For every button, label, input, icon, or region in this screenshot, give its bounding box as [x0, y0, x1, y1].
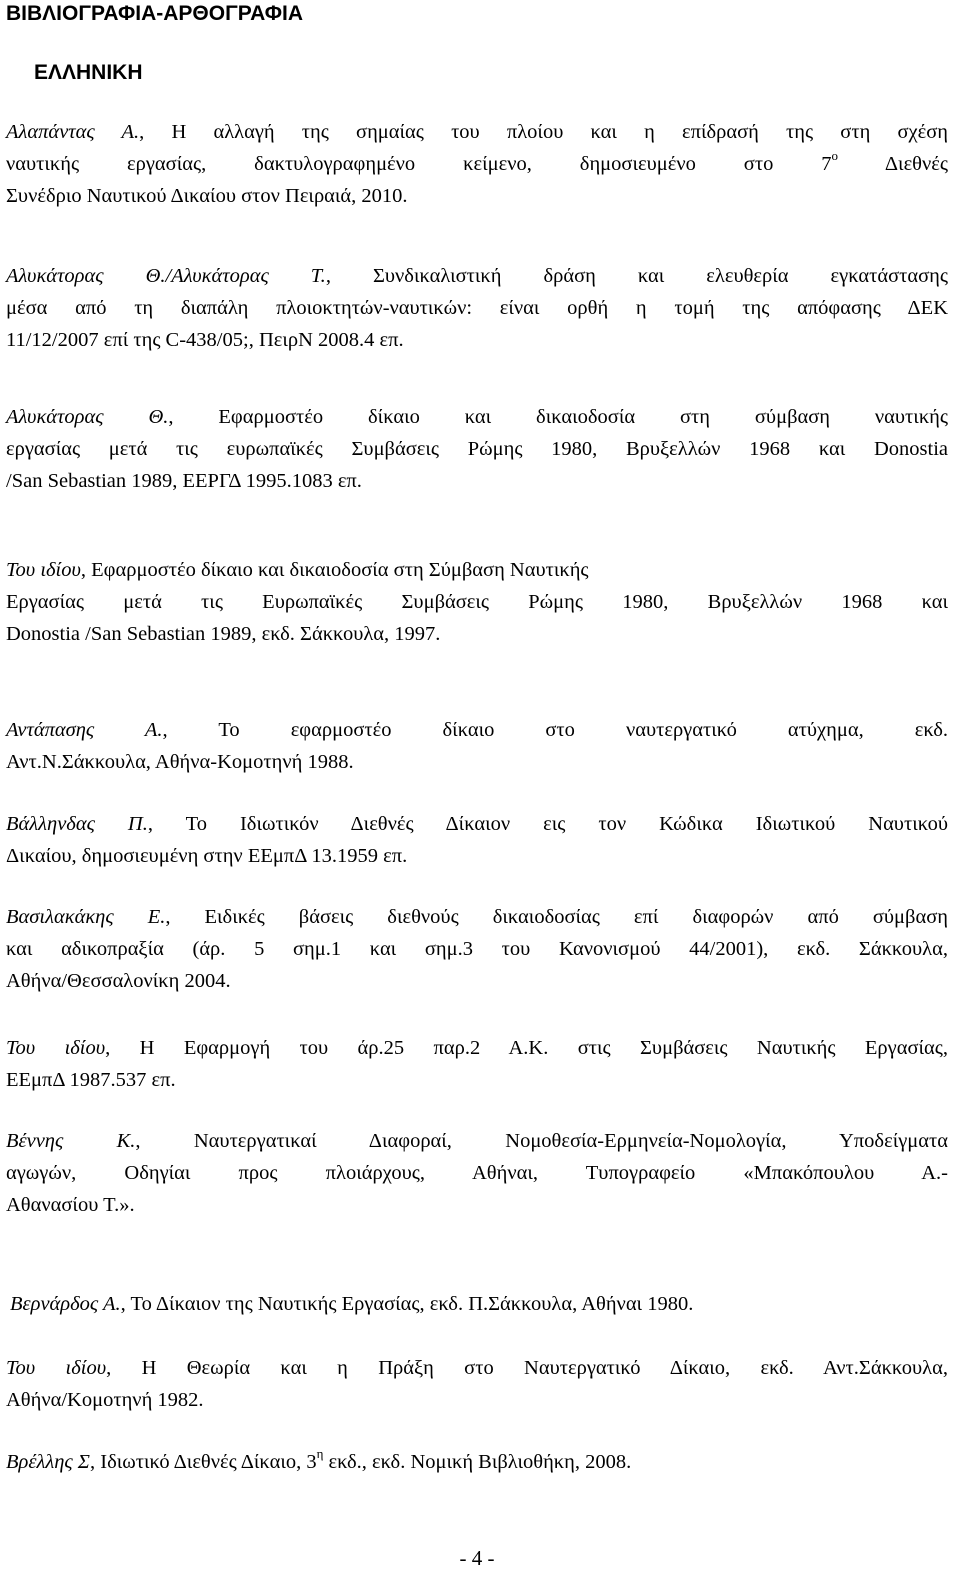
- reference-line: Βασιλακάκης Ε., Ειδικές βάσεις διεθνούς δικαιοδοσίας επί διαφορών από σύμβαση: [6, 906, 948, 928]
- reference-entry: [6, 901, 948, 997]
- reference-line: Αθανασίου Τ.».: [6, 1194, 135, 1216]
- reference-author: Του ιδίου: [6, 1037, 106, 1059]
- reference-entry: [6, 808, 948, 872]
- reference-line: 11/12/2007 επί της C-438/05;, ΠειρΝ 2008.4 επ.: [6, 329, 404, 351]
- reference-author: Του ιδίου: [6, 1357, 107, 1379]
- section-heading-greek: ΕΛΛΗΝΙΚΗ: [34, 61, 143, 84]
- reference-author: Του ιδίου: [6, 559, 81, 581]
- reference-entry: [6, 1352, 948, 1416]
- reference-line: Του ιδίου, Εφαρμοστέο δίκαιο και δικαιοδοσία στη Σύμβαση Ναυτικής: [6, 559, 589, 581]
- reference-line: Συνέδριο Ναυτικού Δικαίου στον Πειραιά, 2010.: [6, 185, 408, 207]
- reference-line: ΕΕμπΔ 1987.537 επ.: [6, 1069, 176, 1091]
- reference-line: μέσα από τη διαπάλη πλοιοκτητών-ναυτικών: είναι ορθή η τομή της απόφασης ΔΕΚ: [6, 297, 948, 319]
- reference-line: και αδικοπραξία (άρ. 5 σημ.1 και σημ.3 του Κανονισμού 44/2001), εκδ. Σάκκουλα,: [6, 938, 948, 960]
- reference-line: Του ιδίου, Η Θεωρία και η Πράξη στο Ναυτεργατικό Δίκαιο, εκδ. Αντ.Σάκκουλα,: [6, 1357, 948, 1379]
- reference-entry: [6, 401, 948, 497]
- reference-author: Αντάπασης Α.: [6, 719, 163, 741]
- reference-entry: [6, 554, 948, 650]
- reference-entry: [10, 1288, 948, 1320]
- reference-line: Αλυκάτορας Θ., Εφαρμοστέο δίκαιο και δικαιοδοσία στη σύμβαση ναυτικής: [6, 406, 948, 428]
- reference-author: Αλυκάτορας Θ.: [6, 406, 169, 428]
- reference-author: Αλαπάντας Α.: [6, 121, 140, 143]
- reference-entry: [6, 260, 948, 356]
- reference-line: Donostia /San Sebastian 1989, εκδ. Σάκκουλα, 1997.: [6, 623, 441, 645]
- reference-author: Αλυκάτορας Θ./Αλυκάτορας Τ.: [6, 265, 326, 287]
- reference-entry: [6, 714, 948, 778]
- superscript: ο: [831, 148, 839, 164]
- reference-line: Αντ.Ν.Σάκκουλα, Αθήνα-Κομοτηνή 1988.: [6, 751, 354, 773]
- reference-author: Βασιλακάκης Ε.: [6, 906, 166, 928]
- reference-line: Αντάπασης Α., Το εφαρμοστέο δίκαιο στο ναυτεργατικό ατύχημα, εκδ.: [6, 719, 949, 741]
- reference-entry: [6, 1032, 948, 1096]
- reference-line: αγωγών, Οδηγίαι προς πλοιάρχους, Αθήναι, Τυπογραφείο «Μπακόπουλου Α.-: [6, 1162, 948, 1184]
- reference-entry: [6, 1446, 948, 1478]
- reference-entry: [6, 116, 948, 212]
- reference-line: ναυτικής εργασίας, δακτυλογραφημένο κείμενο, δημοσιευμένο στο $7^o$ Διεθνές: [6, 148, 948, 175]
- reference-line: Αθήνα/Κομοτηνή 1982.: [6, 1389, 204, 1411]
- reference-author: Βέννης Κ.: [6, 1130, 136, 1152]
- reference-line: εργασίας μετά τις ευρωπαϊκές Συμβάσεις Ρώμης 1980, Βρυξελλών 1968 και Donostia: [6, 438, 948, 460]
- page-number: - 4 -: [459, 1546, 495, 1570]
- reference-line: /San Sebastian 1989, ΕΕΡΓΔ 1995.1083 επ.: [6, 470, 362, 492]
- reference-line: Βερνάρδος Α., Το Δίκαιον της Ναυτικής Εργασίας, εκδ. Π.Σάκκουλα, Αθήναι 1980.: [10, 1293, 694, 1315]
- reference-line: Αλαπάντας Α., Η αλλαγή της σημαίας του πλοίου και η επίδρασή της στη σχέση: [6, 121, 949, 143]
- bibliography-title: ΒΙΒΛΙΟΓΡΑΦΙΑ-ΑΡΘΟΓΡΑΦΙΑ: [6, 2, 303, 25]
- reference-author: Βάλληνδας Π.: [6, 813, 148, 835]
- reference-line: Αλυκάτορας Θ./Αλυκάτορας Τ., Συνδικαλιστική δράση και ελευθερία εγκατάστασης: [6, 265, 948, 287]
- reference-line: Του ιδίου, Η Εφαρμογή του άρ.25 παρ.2 Α.Κ. στις Συμβάσεις Ναυτικής Εργασίας,: [6, 1037, 948, 1059]
- reference-line: Βρέλλης Σ, Ιδιωτικό Διεθνές Δίκαιο, $3^\eta$ εκδ., εκδ. Νομική Βιβλιοθήκη, 2008.: [6, 1446, 632, 1473]
- reference-line: Βέννης Κ., Ναυτεργατικαί Διαφοραί, Νομοθεσία-Ερμηνεία-Νομολογία, Υποδείγματα: [6, 1130, 948, 1152]
- reference-author: Βρέλλης Σ: [6, 1451, 90, 1473]
- reference-line: Εργασίας μετά τις Ευρωπαϊκές Συμβάσεις Ρώμης 1980, Βρυξελλών 1968 και: [6, 591, 948, 613]
- reference-author: Βερνάρδος Α.: [10, 1293, 121, 1315]
- reference-line: Βάλληνδας Π., Το Ιδιωτικόν Διεθνές Δίκαιον εις τον Κώδικα Ιδιωτικού Ναυτικού: [6, 813, 948, 835]
- reference-entry: [6, 1125, 948, 1221]
- superscript: η: [316, 1446, 324, 1462]
- reference-line: Αθήνα/Θεσσαλονίκη 2004.: [6, 970, 231, 992]
- reference-line: Δικαίου, δημοσιευμένη στην ΕΕμπΔ 13.1959 επ.: [6, 845, 408, 867]
